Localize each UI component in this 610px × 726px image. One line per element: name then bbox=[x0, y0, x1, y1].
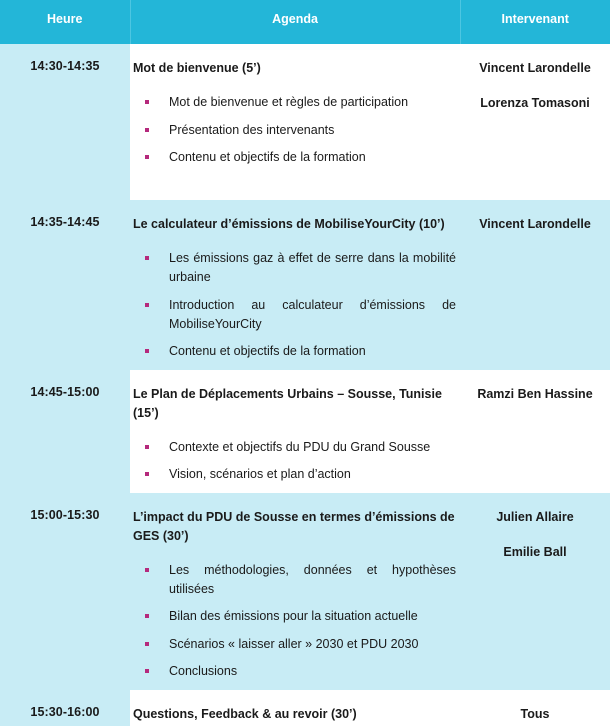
speaker-cell bbox=[460, 370, 610, 493]
header-agenda: Agenda bbox=[130, 0, 460, 44]
speaker-name: Julien Allaire bbox=[496, 509, 574, 524]
square-bullet-icon bbox=[145, 568, 149, 572]
table-row bbox=[0, 370, 610, 493]
header-speaker: Intervenant bbox=[460, 0, 610, 44]
bullet-item: Contenu et objectifs de la formation bbox=[169, 148, 456, 167]
speaker-name: Emilie Ball bbox=[503, 544, 567, 559]
session-title: Questions, Feedback & au revoir (30’) bbox=[133, 706, 357, 721]
speaker-name: Vincent Larondelle bbox=[479, 61, 591, 75]
speaker-name: Tous bbox=[520, 706, 550, 721]
bullet-item: Vision, scénarios et plan d’action bbox=[169, 465, 456, 484]
square-bullet-icon bbox=[145, 445, 149, 449]
bullet-item: Contexte et objectifs du PDU du Grand Sousse bbox=[169, 438, 456, 457]
speaker-cell bbox=[460, 200, 610, 370]
bullet-list bbox=[133, 438, 456, 485]
table-row bbox=[0, 690, 610, 726]
square-bullet-icon bbox=[145, 128, 149, 132]
table-row bbox=[0, 493, 610, 690]
speaker-name: Lorenza Tomasoni bbox=[480, 96, 590, 110]
bullet-item: Les émissions gaz à effet de serre dans la mobilité urbaine bbox=[169, 249, 456, 287]
table-row bbox=[0, 44, 610, 200]
agenda-cell bbox=[130, 44, 460, 200]
bullet-list bbox=[133, 249, 456, 361]
square-bullet-icon bbox=[145, 100, 149, 104]
header-time: Heure bbox=[0, 0, 130, 44]
agenda-cell bbox=[130, 493, 460, 690]
bullet-item: Conclusions bbox=[169, 662, 456, 681]
bullet-item: Bilan des émissions pour la situation actuelle bbox=[169, 607, 456, 626]
speaker-cell bbox=[460, 493, 610, 690]
square-bullet-icon bbox=[145, 303, 149, 307]
bullet-item: Introduction au calculateur d’émissions de MobiliseYourCity bbox=[169, 296, 456, 334]
time-cell: 15:30-16:00 bbox=[0, 690, 130, 726]
session-title: Mot de bienvenue (5’) bbox=[133, 61, 261, 75]
header-row bbox=[0, 0, 610, 44]
square-bullet-icon bbox=[145, 614, 149, 618]
session-title: Le Plan de Déplacements Urbains – Sousse, Tunisie (15’) bbox=[133, 386, 442, 420]
agenda-cell bbox=[130, 370, 460, 493]
agenda-cell bbox=[130, 690, 460, 726]
square-bullet-icon bbox=[145, 256, 149, 260]
time-cell: 14:30-14:35 bbox=[0, 44, 130, 200]
square-bullet-icon bbox=[145, 155, 149, 159]
square-bullet-icon bbox=[145, 669, 149, 673]
session-title: L’impact du PDU de Sousse en termes d’émissions de GES (30’) bbox=[133, 509, 455, 543]
table-row bbox=[0, 200, 610, 370]
speaker-cell bbox=[460, 44, 610, 200]
square-bullet-icon bbox=[145, 642, 149, 646]
bullet-item: Mot de bienvenue et règles de participation bbox=[169, 93, 456, 112]
bullet-item: Présentation des intervenants bbox=[169, 121, 456, 140]
speaker-name: Vincent Larondelle bbox=[479, 217, 591, 231]
bullet-item: Contenu et objectifs de la formation bbox=[169, 342, 456, 361]
session-title: Le calculateur d’émissions de MobiliseYourCity (10’) bbox=[133, 217, 445, 231]
bullet-list bbox=[133, 93, 456, 167]
speaker-name: Ramzi Ben Hassine bbox=[477, 386, 593, 401]
time-cell: 14:35-14:45 bbox=[0, 200, 130, 370]
time-cell: 15:00-15:30 bbox=[0, 493, 130, 690]
square-bullet-icon bbox=[145, 349, 149, 353]
speaker-cell bbox=[460, 690, 610, 726]
agenda-cell bbox=[130, 200, 460, 370]
bullet-item: Scénarios « laisser aller » 2030 et PDU 2030 bbox=[169, 635, 456, 654]
bullet-list bbox=[133, 561, 456, 682]
bullet-item: Les méthodologies, données et hypothèses utilisées bbox=[169, 561, 456, 599]
square-bullet-icon bbox=[145, 472, 149, 476]
time-cell: 14:45-15:00 bbox=[0, 370, 130, 493]
